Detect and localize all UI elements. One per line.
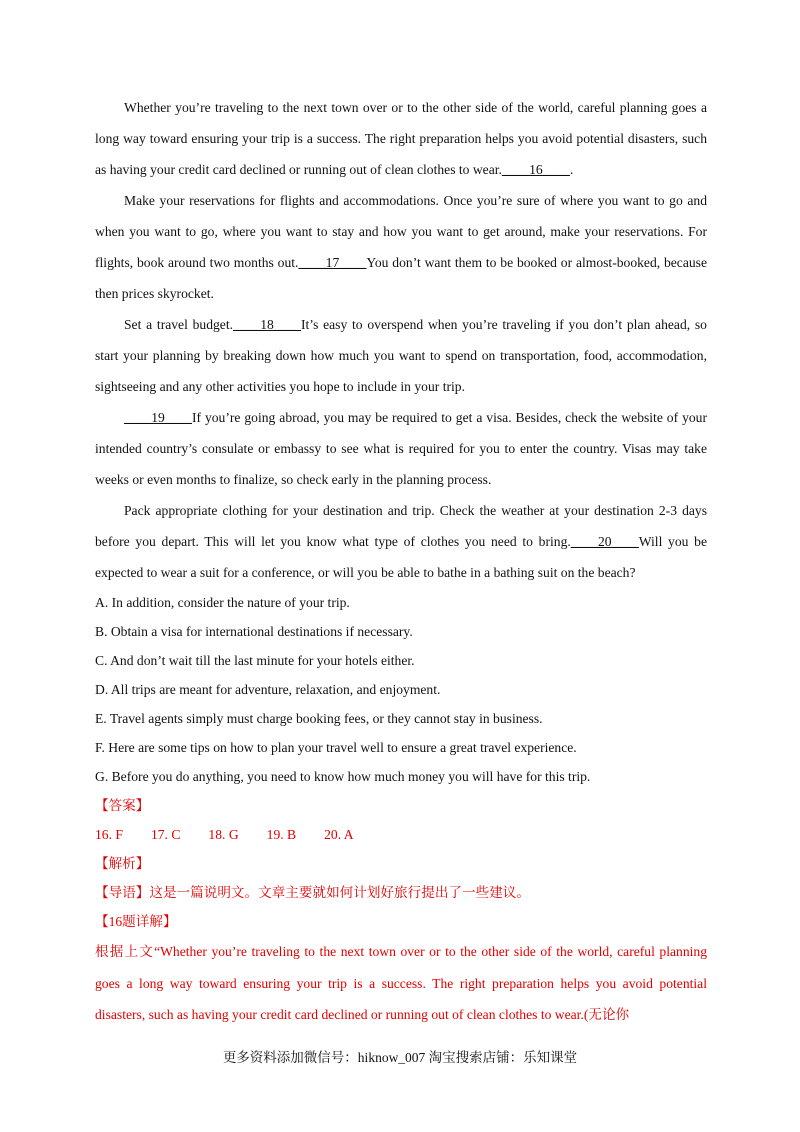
option-g: G. Before you do anything, you need to know how much money you will have for this trip. bbox=[95, 769, 591, 784]
p3-end: It’s easy to overspend when you’re traveling if you don’t plan ahead, so start your planning by breaking down how much you want to spend on transportation, food, accommodation, sightseeing and any other activities you hope to include in your trip. bbox=[95, 317, 707, 394]
passage-paragraph-4 bbox=[95, 402, 707, 495]
content-area bbox=[95, 92, 707, 1031]
answer-17: 17. C bbox=[150, 827, 181, 842]
p4-end: If you’re going abroad, you may be required to get a visa. Besides, check the website of your intended country’s consulate or embassy to see what is required for you to enter the country. Visas may take weeks or even months to finalize, so check early in the planning process. bbox=[95, 410, 707, 487]
blank-16: ____16____ bbox=[501, 162, 570, 177]
blank-19: ____19____ bbox=[124, 410, 192, 425]
answer-18: 18. G bbox=[208, 827, 239, 842]
passage-paragraph-1 bbox=[95, 92, 707, 185]
option-e: E. Travel agents simply must charge booking fees, or they cannot stay in business. bbox=[95, 711, 543, 726]
analysis-heading: 【解析】 bbox=[95, 856, 150, 871]
option-d: D. All trips are meant for adventure, relaxation, and enjoyment. bbox=[95, 682, 441, 697]
detail-16-heading: 【16题详解】 bbox=[95, 914, 177, 929]
p2-text: Make your reservations for flights and accommodations. Once you’re sure of where you want to go and when you want to go, where you want to stay and how you want to get around, make your reservations. For flights, book around two months out. bbox=[95, 193, 707, 270]
option-f: F. Here are some tips on how to plan your travel well to ensure a great travel experience. bbox=[95, 740, 577, 755]
options-list bbox=[95, 588, 707, 791]
answer-20: 20. A bbox=[324, 827, 354, 842]
option-a: A. In addition, consider the nature of your trip. bbox=[95, 595, 350, 610]
p3-text: Set a travel budget. bbox=[124, 317, 234, 332]
blank-20: ____20____ bbox=[570, 534, 639, 549]
answer-list bbox=[95, 820, 707, 849]
blank-18: ____18____ bbox=[233, 317, 301, 332]
answer-16: 16. F bbox=[95, 827, 123, 842]
blank-17: ____17____ bbox=[298, 255, 367, 270]
passage-paragraph-5 bbox=[95, 495, 707, 588]
answer-heading: 【答案】 bbox=[95, 798, 150, 813]
guide-text: 【导语】这是一篇说明文。文章主要就如何计划好旅行提出了一些建议。 bbox=[95, 885, 530, 900]
page-footer: 更多资料添加微信号：hiknow_007 淘宝搜索店铺：乐知课堂 bbox=[222, 1050, 578, 1065]
passage-paragraph-2 bbox=[95, 185, 707, 309]
option-b: B. Obtain a visa for international destinations if necessary. bbox=[95, 624, 413, 639]
p5-text: Pack appropriate clothing for your destination and trip. Check the weather at your destination 2-3 days before you depart. This will let you know what type of clothes you need to bring. bbox=[95, 503, 707, 549]
option-c: C. And don’t wait till the last minute for your hotels either. bbox=[95, 653, 415, 668]
detail-16-text: 根据上文“Whether you’re traveling to the next town over or to the other side of the world, careful planning goes a long way toward ensuring your trip is a success. The right preparation helps you avoid potential disasters, such as having your credit card declined or running out of clean clothes to wear.(无论你 bbox=[95, 944, 707, 1022]
p1-end: . bbox=[569, 162, 574, 177]
passage-paragraph-3 bbox=[95, 309, 707, 402]
answer-19: 19. B bbox=[266, 827, 297, 842]
p1-text: Whether you’re traveling to the next town over or to the other side of the world, careful planning goes a long way toward ensuring your trip is a success. The right preparation helps you avoid potential disasters, such as having your credit card declined or running out of clean clothes to wear. bbox=[95, 100, 707, 177]
p5-end: Will you be expected to wear a suit for a conference, or will you be able to bathe in a bathing suit on the beach? bbox=[95, 534, 707, 580]
p2-end: You don’t want them to be booked or almost-booked, because then prices skyrocket. bbox=[95, 255, 707, 301]
